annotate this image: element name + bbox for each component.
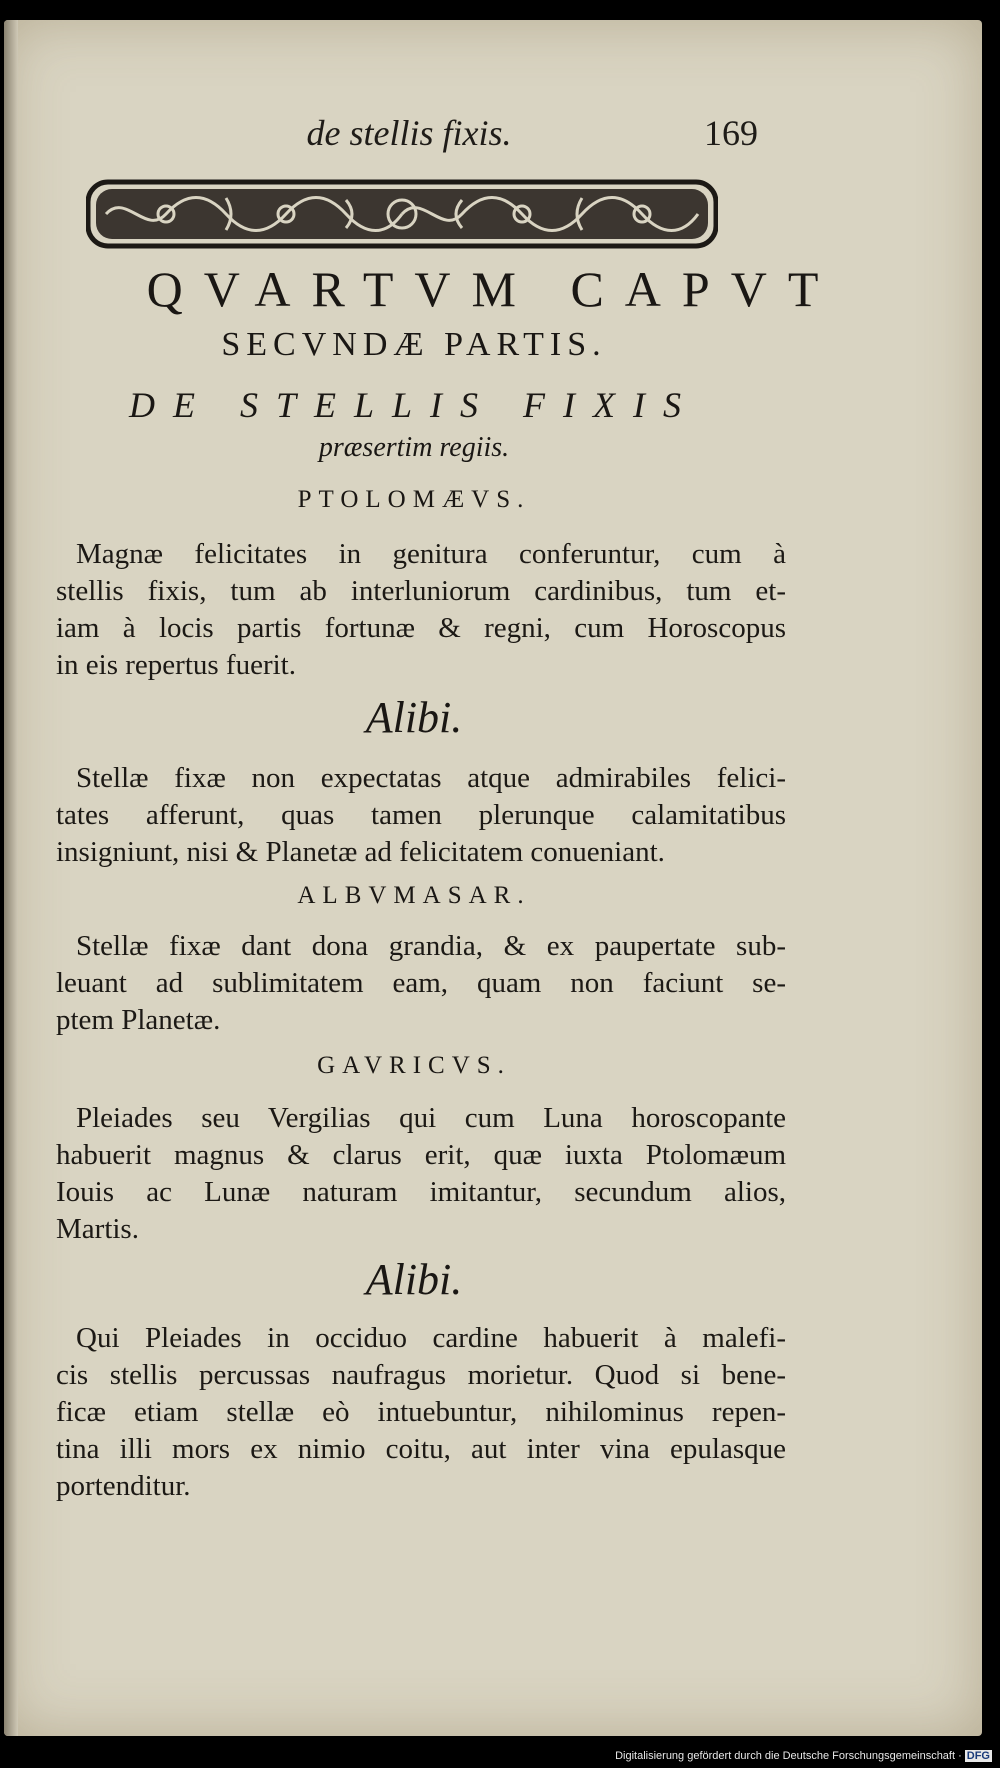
chapter-subtitle: SECVNDÆ PARTIS. [221,326,607,363]
section-heading: Alibi. [365,1255,463,1304]
paragraph [56,1100,786,1248]
chapter-title: QVARTVM CAPVT [146,261,840,317]
text-line: leuant ad sublimitatem eam, quam non faciunt se- [56,967,786,999]
paragraph [56,760,786,871]
text-line: Iouis ac Lunæ naturam imitantur, secundum alios, [56,1176,786,1208]
section-heading: GAVRICVS. [317,1052,511,1079]
paragraph [56,536,786,684]
text-line: Pleiades seu Vergilias qui cum Luna horoscopante [76,1102,786,1134]
section-heading: Alibi. [365,693,463,742]
digitization-credit [615,1750,992,1762]
text-line: Stellæ fixæ dant dona grandia, & ex paupertate sub- [76,930,786,962]
paragraph [56,928,786,1039]
text-line: Magnæ felicitates in genitura conferuntur, cum à [76,538,786,570]
text-line: portenditur. [56,1470,191,1502]
text-line: in eis repertus fuerit. [56,649,296,681]
decorative-headpiece-ornament [86,178,718,250]
book-page [4,20,982,1736]
dfg-logo: DFG [966,1750,990,1762]
text-line: tates afferunt, quas tamen plerunque calamitatibus [56,799,786,831]
credit-text: Digitalisierung gefördert durch die Deutsche Forschungsgemeinschaft · [615,1750,962,1762]
text-line: tina illi mors ex nimio coitu, aut inter vina epulasque [56,1433,786,1465]
text-line: habuerit magnus & clarus erit, quæ iuxta Ptolomæum [56,1139,786,1171]
chapter-heading: DE STELLIS FIXIS [129,385,699,425]
text-line: cis stellis percussas naufragus morietur. Quod si bene- [56,1359,786,1391]
section-heading: PTOLOMÆVS. [297,486,531,513]
text-line: ptem Planetæ. [56,1004,221,1036]
text-line: stellis fixis, tum ab interluniorum cardinibus, tum et- [56,575,786,607]
text-line: iam à locis partis fortunæ & regni, cum Horoscopus [56,612,786,644]
running-head: de stellis fixis. [306,113,512,153]
chapter-heading-sub: præsertim regiis. [318,432,510,463]
section-heading: ALBVMASAR. [297,882,531,909]
paragraph [56,1320,786,1505]
text-line: Martis. [56,1213,139,1245]
text-line: Stellæ fixæ non expectatas atque admirabiles felici- [76,762,786,794]
text-line: Qui Pleiades in occiduo cardine habuerit à malefi- [76,1322,786,1354]
text-line: ficæ etiam stellæ eò intuebuntur, nihilominus repen- [56,1396,786,1428]
page-number: 169 [704,113,758,153]
text-line: insigniunt, nisi & Planetæ ad felicitatem conueniant. [56,836,665,868]
